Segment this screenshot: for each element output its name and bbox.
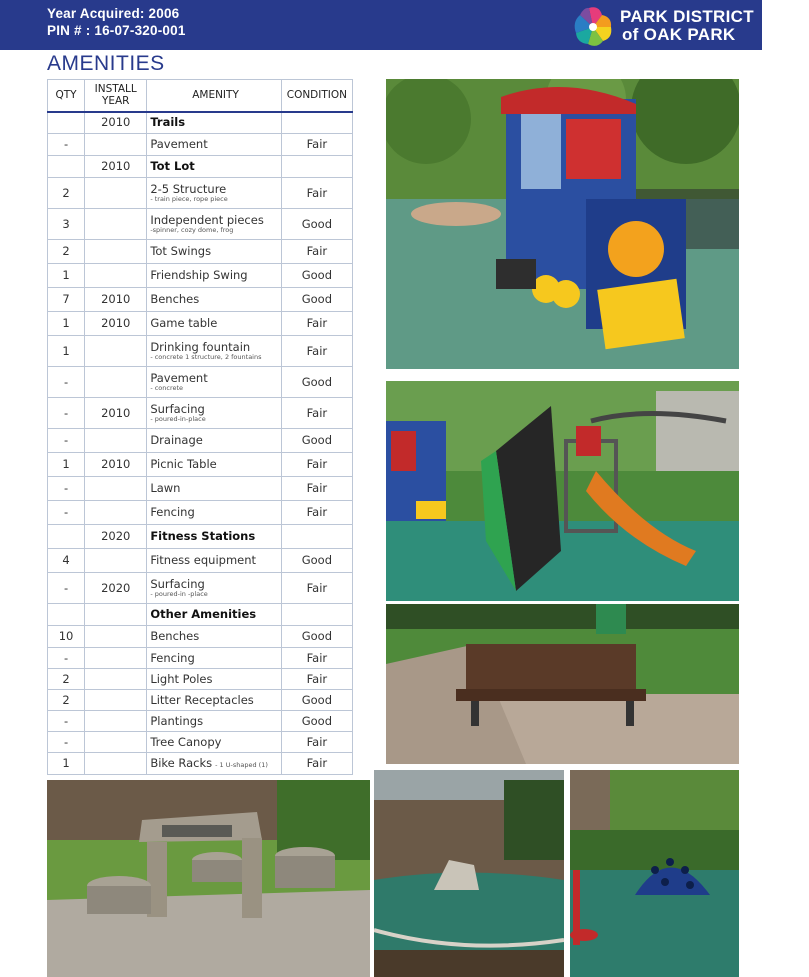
- cell-qty: 1: [48, 753, 85, 775]
- cell-install-year: [85, 336, 147, 367]
- amenity-name: Independent pieces: [150, 213, 264, 227]
- cell-condition: Fair: [281, 477, 352, 501]
- cell-amenity: [147, 240, 281, 264]
- table-row: [48, 367, 353, 398]
- amenity-name: Other Amenities: [150, 607, 257, 621]
- cell-qty: 1: [48, 264, 85, 288]
- cell-install-year: [85, 711, 147, 732]
- cell-qty: -: [48, 367, 85, 398]
- cell-amenity: [147, 336, 281, 367]
- logo-line-1: PARK DISTRICT: [620, 7, 754, 26]
- cell-install-year: [85, 690, 147, 711]
- cell-amenity: [147, 604, 281, 626]
- cell-install-year: [85, 753, 147, 775]
- cell-condition: [281, 604, 352, 626]
- cell-amenity: [147, 367, 281, 398]
- amenity-note: - concrete 1 structure, 2 fountains: [150, 353, 262, 361]
- cell-condition: Good: [281, 549, 352, 573]
- cell-amenity: [147, 648, 281, 669]
- cell-condition: Fair: [281, 669, 352, 690]
- amenity-name: Tot Lot: [150, 159, 195, 173]
- pin-number: PIN # : 16-07-320-001: [47, 23, 186, 38]
- cell-install-year: [85, 732, 147, 753]
- cell-install-year: [85, 367, 147, 398]
- cell-condition: [281, 525, 352, 549]
- cell-condition: Good: [281, 626, 352, 648]
- header-amenity: AMENITY: [147, 80, 281, 112]
- cell-qty: 4: [48, 549, 85, 573]
- cell-install-year: [85, 626, 147, 648]
- cell-qty: [48, 604, 85, 626]
- cell-install-year: [85, 669, 147, 690]
- cell-condition: Fair: [281, 648, 352, 669]
- cell-install-year: [85, 501, 147, 525]
- cell-install-year: [85, 429, 147, 453]
- cell-amenity: [147, 753, 281, 775]
- table-row: [48, 134, 353, 156]
- amenity-note: - 1 U-shaped (1): [215, 761, 268, 769]
- amenity-name: Tot Swings: [150, 244, 212, 258]
- cell-qty: 2: [48, 178, 85, 209]
- amenity-name: Pavement: [150, 371, 208, 385]
- cell-qty: 1: [48, 453, 85, 477]
- cell-amenity: [147, 398, 281, 429]
- table-row: [48, 732, 353, 753]
- cell-amenity: [147, 690, 281, 711]
- cozy-dome-photo: [570, 770, 739, 977]
- cell-amenity: [147, 501, 281, 525]
- cell-install-year: 2010: [85, 312, 147, 336]
- logo-wordmark: [620, 8, 754, 44]
- section-title: AMENITIES: [47, 52, 165, 75]
- cell-install-year: [85, 209, 147, 240]
- table-row: [48, 549, 353, 573]
- table-section-row: [48, 525, 353, 549]
- amenity-name: Fitness equipment: [150, 553, 257, 567]
- cell-amenity: [147, 669, 281, 690]
- table-header-row: [48, 80, 353, 112]
- cell-qty: -: [48, 732, 85, 753]
- cell-install-year: [85, 178, 147, 209]
- header-bar: [0, 0, 762, 50]
- amenity-name: Game table: [150, 316, 218, 330]
- cell-install-year: 2010: [85, 156, 147, 178]
- cell-qty: -: [48, 501, 85, 525]
- cell-amenity: [147, 525, 281, 549]
- cell-condition: Fair: [281, 398, 352, 429]
- table-row: [48, 398, 353, 429]
- cell-qty: [48, 525, 85, 549]
- cell-amenity: [147, 573, 281, 604]
- cell-condition: Fair: [281, 312, 352, 336]
- amenity-name: Fencing: [150, 650, 195, 665]
- cell-install-year: 2010: [85, 288, 147, 312]
- cell-amenity: [147, 549, 281, 573]
- cell-condition: Fair: [281, 732, 352, 753]
- amenity-name: Pavement: [150, 137, 208, 151]
- table-row: [48, 711, 353, 732]
- cell-qty: -: [48, 648, 85, 669]
- table-row: [48, 264, 353, 288]
- cell-condition: Fair: [281, 240, 352, 264]
- game-table-photo: [47, 780, 370, 977]
- cell-install-year: 2020: [85, 573, 147, 604]
- cell-qty: 1: [48, 312, 85, 336]
- amenity-name: Benches: [150, 292, 200, 306]
- amenity-note: - poured-in-place: [150, 415, 206, 423]
- table-section-row: [48, 156, 353, 178]
- amenity-name: Fitness Stations: [150, 529, 256, 543]
- amenity-note: - train piece, rope piece: [150, 195, 228, 203]
- amenity-name: Friendship Swing: [150, 268, 248, 282]
- playground-slide-photo: [386, 381, 739, 601]
- cell-install-year: [85, 264, 147, 288]
- header-condition: CONDITION: [281, 80, 352, 112]
- cell-amenity: [147, 477, 281, 501]
- cell-qty: 2: [48, 690, 85, 711]
- cell-condition: Fair: [281, 501, 352, 525]
- cell-qty: [48, 156, 85, 178]
- amenity-name: 2-5 Structure: [150, 182, 227, 196]
- amenity-name: Trails: [150, 115, 186, 130]
- year-acquired: Year Acquired: 2006: [47, 6, 180, 21]
- table-row: [48, 753, 353, 775]
- table-section-row: [48, 112, 353, 134]
- table-section-row: [48, 604, 353, 626]
- table-row: [48, 573, 353, 604]
- cell-condition: Good: [281, 711, 352, 732]
- amenity-name: Lawn: [150, 481, 181, 495]
- amenities-table: [47, 79, 353, 775]
- header-install-year: INSTALL YEAR: [85, 80, 147, 112]
- amenity-name: Surfacing: [150, 402, 205, 416]
- cell-condition: [281, 112, 352, 134]
- cell-amenity: [147, 312, 281, 336]
- cell-condition: Good: [281, 690, 352, 711]
- amenity-name: Drinking fountain: [150, 340, 251, 354]
- cell-qty: 1: [48, 336, 85, 367]
- cell-amenity: [147, 112, 281, 134]
- table-row: [48, 453, 353, 477]
- cell-install-year: 2010: [85, 112, 147, 134]
- table-row: [48, 209, 353, 240]
- amenity-name: Drainage: [150, 433, 203, 447]
- cell-qty: [48, 112, 85, 134]
- cell-qty: -: [48, 477, 85, 501]
- cell-condition: Fair: [281, 134, 352, 156]
- table-row: [48, 336, 353, 367]
- cell-qty: 2: [48, 669, 85, 690]
- train-playground-photo: [386, 79, 739, 369]
- cell-condition: Good: [281, 264, 352, 288]
- table-row: [48, 288, 353, 312]
- cell-install-year: [85, 477, 147, 501]
- cell-install-year: 2020: [85, 525, 147, 549]
- cell-amenity: [147, 429, 281, 453]
- cell-install-year: [85, 648, 147, 669]
- amenity-name: Picnic Table: [150, 457, 217, 471]
- amenity-name: Bike Racks: [150, 756, 213, 770]
- cell-amenity: [147, 209, 281, 240]
- table-row: [48, 690, 353, 711]
- cell-condition: Fair: [281, 453, 352, 477]
- table-row: [48, 501, 353, 525]
- cell-condition: Good: [281, 288, 352, 312]
- cell-qty: -: [48, 573, 85, 604]
- amenity-note: -spinner, cozy dome, frog: [150, 226, 234, 234]
- park-district-logo: [570, 4, 760, 48]
- cell-amenity: [147, 264, 281, 288]
- cell-qty: -: [48, 429, 85, 453]
- pinwheel-logo-icon: [570, 4, 616, 50]
- table-row: [48, 312, 353, 336]
- table-row: [48, 626, 353, 648]
- cell-amenity: [147, 626, 281, 648]
- cell-install-year: [85, 549, 147, 573]
- cell-condition: Fair: [281, 336, 352, 367]
- table-row: [48, 429, 353, 453]
- cell-amenity: [147, 134, 281, 156]
- cell-amenity: [147, 732, 281, 753]
- cell-amenity: [147, 453, 281, 477]
- amenity-name: Surfacing: [150, 577, 205, 591]
- table-row: [48, 477, 353, 501]
- table-row: [48, 648, 353, 669]
- cell-condition: Fair: [281, 753, 352, 775]
- cell-install-year: [85, 134, 147, 156]
- table-row: [48, 240, 353, 264]
- amenity-name: Plantings: [150, 713, 204, 728]
- amenity-note: - concrete: [150, 384, 184, 392]
- cell-amenity: [147, 288, 281, 312]
- header-qty: QTY: [48, 80, 85, 112]
- cell-qty: -: [48, 398, 85, 429]
- cell-install-year: 2010: [85, 398, 147, 429]
- cell-amenity: [147, 156, 281, 178]
- logo-line-2: of OAK PARK: [622, 25, 736, 44]
- cell-qty: -: [48, 711, 85, 732]
- cell-condition: Good: [281, 367, 352, 398]
- table-row: [48, 669, 353, 690]
- frog-rock-photo: [374, 770, 564, 977]
- bench-lawn-photo: [386, 604, 739, 764]
- amenity-name: Litter Receptacles: [150, 692, 254, 707]
- cell-install-year: 2010: [85, 453, 147, 477]
- cell-qty: 2: [48, 240, 85, 264]
- cell-install-year: [85, 604, 147, 626]
- cell-qty: 10: [48, 626, 85, 648]
- amenity-name: Fencing: [150, 505, 195, 519]
- cell-install-year: [85, 240, 147, 264]
- cell-condition: [281, 156, 352, 178]
- cell-condition: Good: [281, 209, 352, 240]
- property-info: [47, 5, 186, 39]
- table-row: [48, 178, 353, 209]
- cell-qty: 3: [48, 209, 85, 240]
- cell-qty: -: [48, 134, 85, 156]
- amenity-note: - poured-in -place: [150, 590, 208, 598]
- cell-qty: 7: [48, 288, 85, 312]
- amenity-name: Tree Canopy: [150, 734, 222, 749]
- amenity-name: Benches: [150, 629, 200, 643]
- cell-amenity: [147, 178, 281, 209]
- cell-condition: Good: [281, 429, 352, 453]
- cell-amenity: [147, 711, 281, 732]
- cell-condition: Fair: [281, 573, 352, 604]
- cell-condition: Fair: [281, 178, 352, 209]
- amenity-name: Light Poles: [150, 671, 213, 686]
